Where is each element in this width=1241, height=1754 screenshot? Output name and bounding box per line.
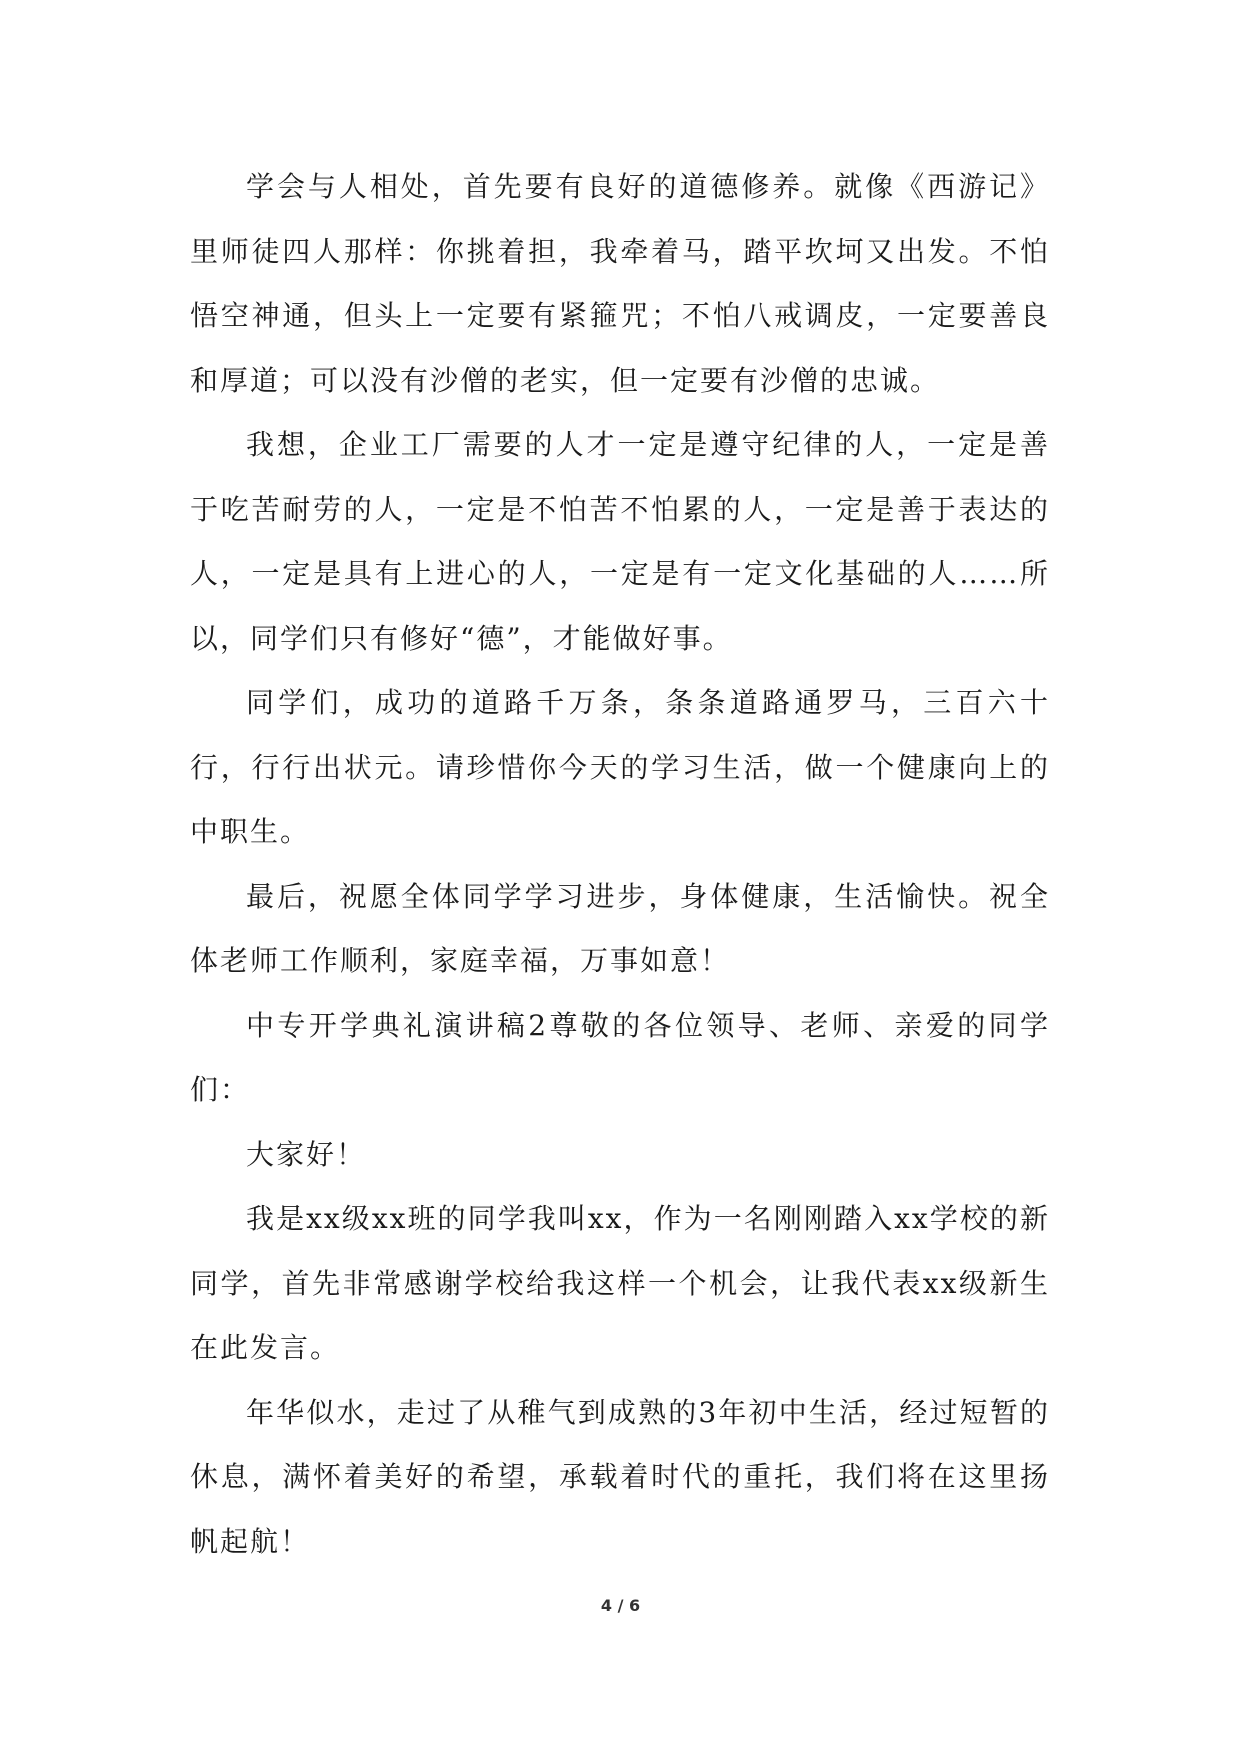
page-number: 4 / 6 [600, 1596, 641, 1615]
paragraph: 最后，祝愿全体同学学习进步，身体健康，生活愉快。祝全体老师工作顺利，家庭幸福，万事如意！ [190, 879, 1050, 977]
paragraph: 学会与人相处，首先要有良好的道德修养。就像《西游记》里师徒四人那样：你挑着担，我牵着马，踏平坎坷又出发。不怕悟空神通，但头上一定要有紧箍咒；不怕八戒调皮，一定要善良和厚道；可以没有沙僧的老实，但一定要有沙僧的忠诚。 [190, 170, 1050, 397]
paragraph: 年华似水，走过了从稚气到成熟的3年初中生活，经过短暂的休息，满怀着美好的希望，承载着时代的重托，我们将在这里扬帆起航！ [190, 1395, 1050, 1558]
paragraph: 大家好！ [246, 1137, 367, 1171]
paragraph: 我是xx级xx班的同学我叫xx，作为一名刚刚踏入xx学校的新同学，首先非常感谢学校给我这样一个机会，让我代表xx级新生在此发言。 [190, 1202, 1050, 1364]
paragraph: 同学们，成功的道路千万条，条条道路通罗马，三百六十行，行行出状元。请珍惜你今天的学习生活，做一个健康向上的中职生。 [190, 686, 1050, 848]
document-body [190, 155, 1050, 1574]
paragraph: 我想，企业工厂需要的人才一定是遵守纪律的人，一定是善于吃苦耐劳的人，一定是不怕苦不怕累的人，一定是善于表达的人，一定是具有上进心的人，一定是有一定文化基础的人……所以，同学们只有修好“德”，才能做好事。 [190, 428, 1050, 655]
paragraph: 中专开学典礼演讲稿2尊敬的各位领导、老师、亲爱的同学们： [190, 1008, 1050, 1106]
